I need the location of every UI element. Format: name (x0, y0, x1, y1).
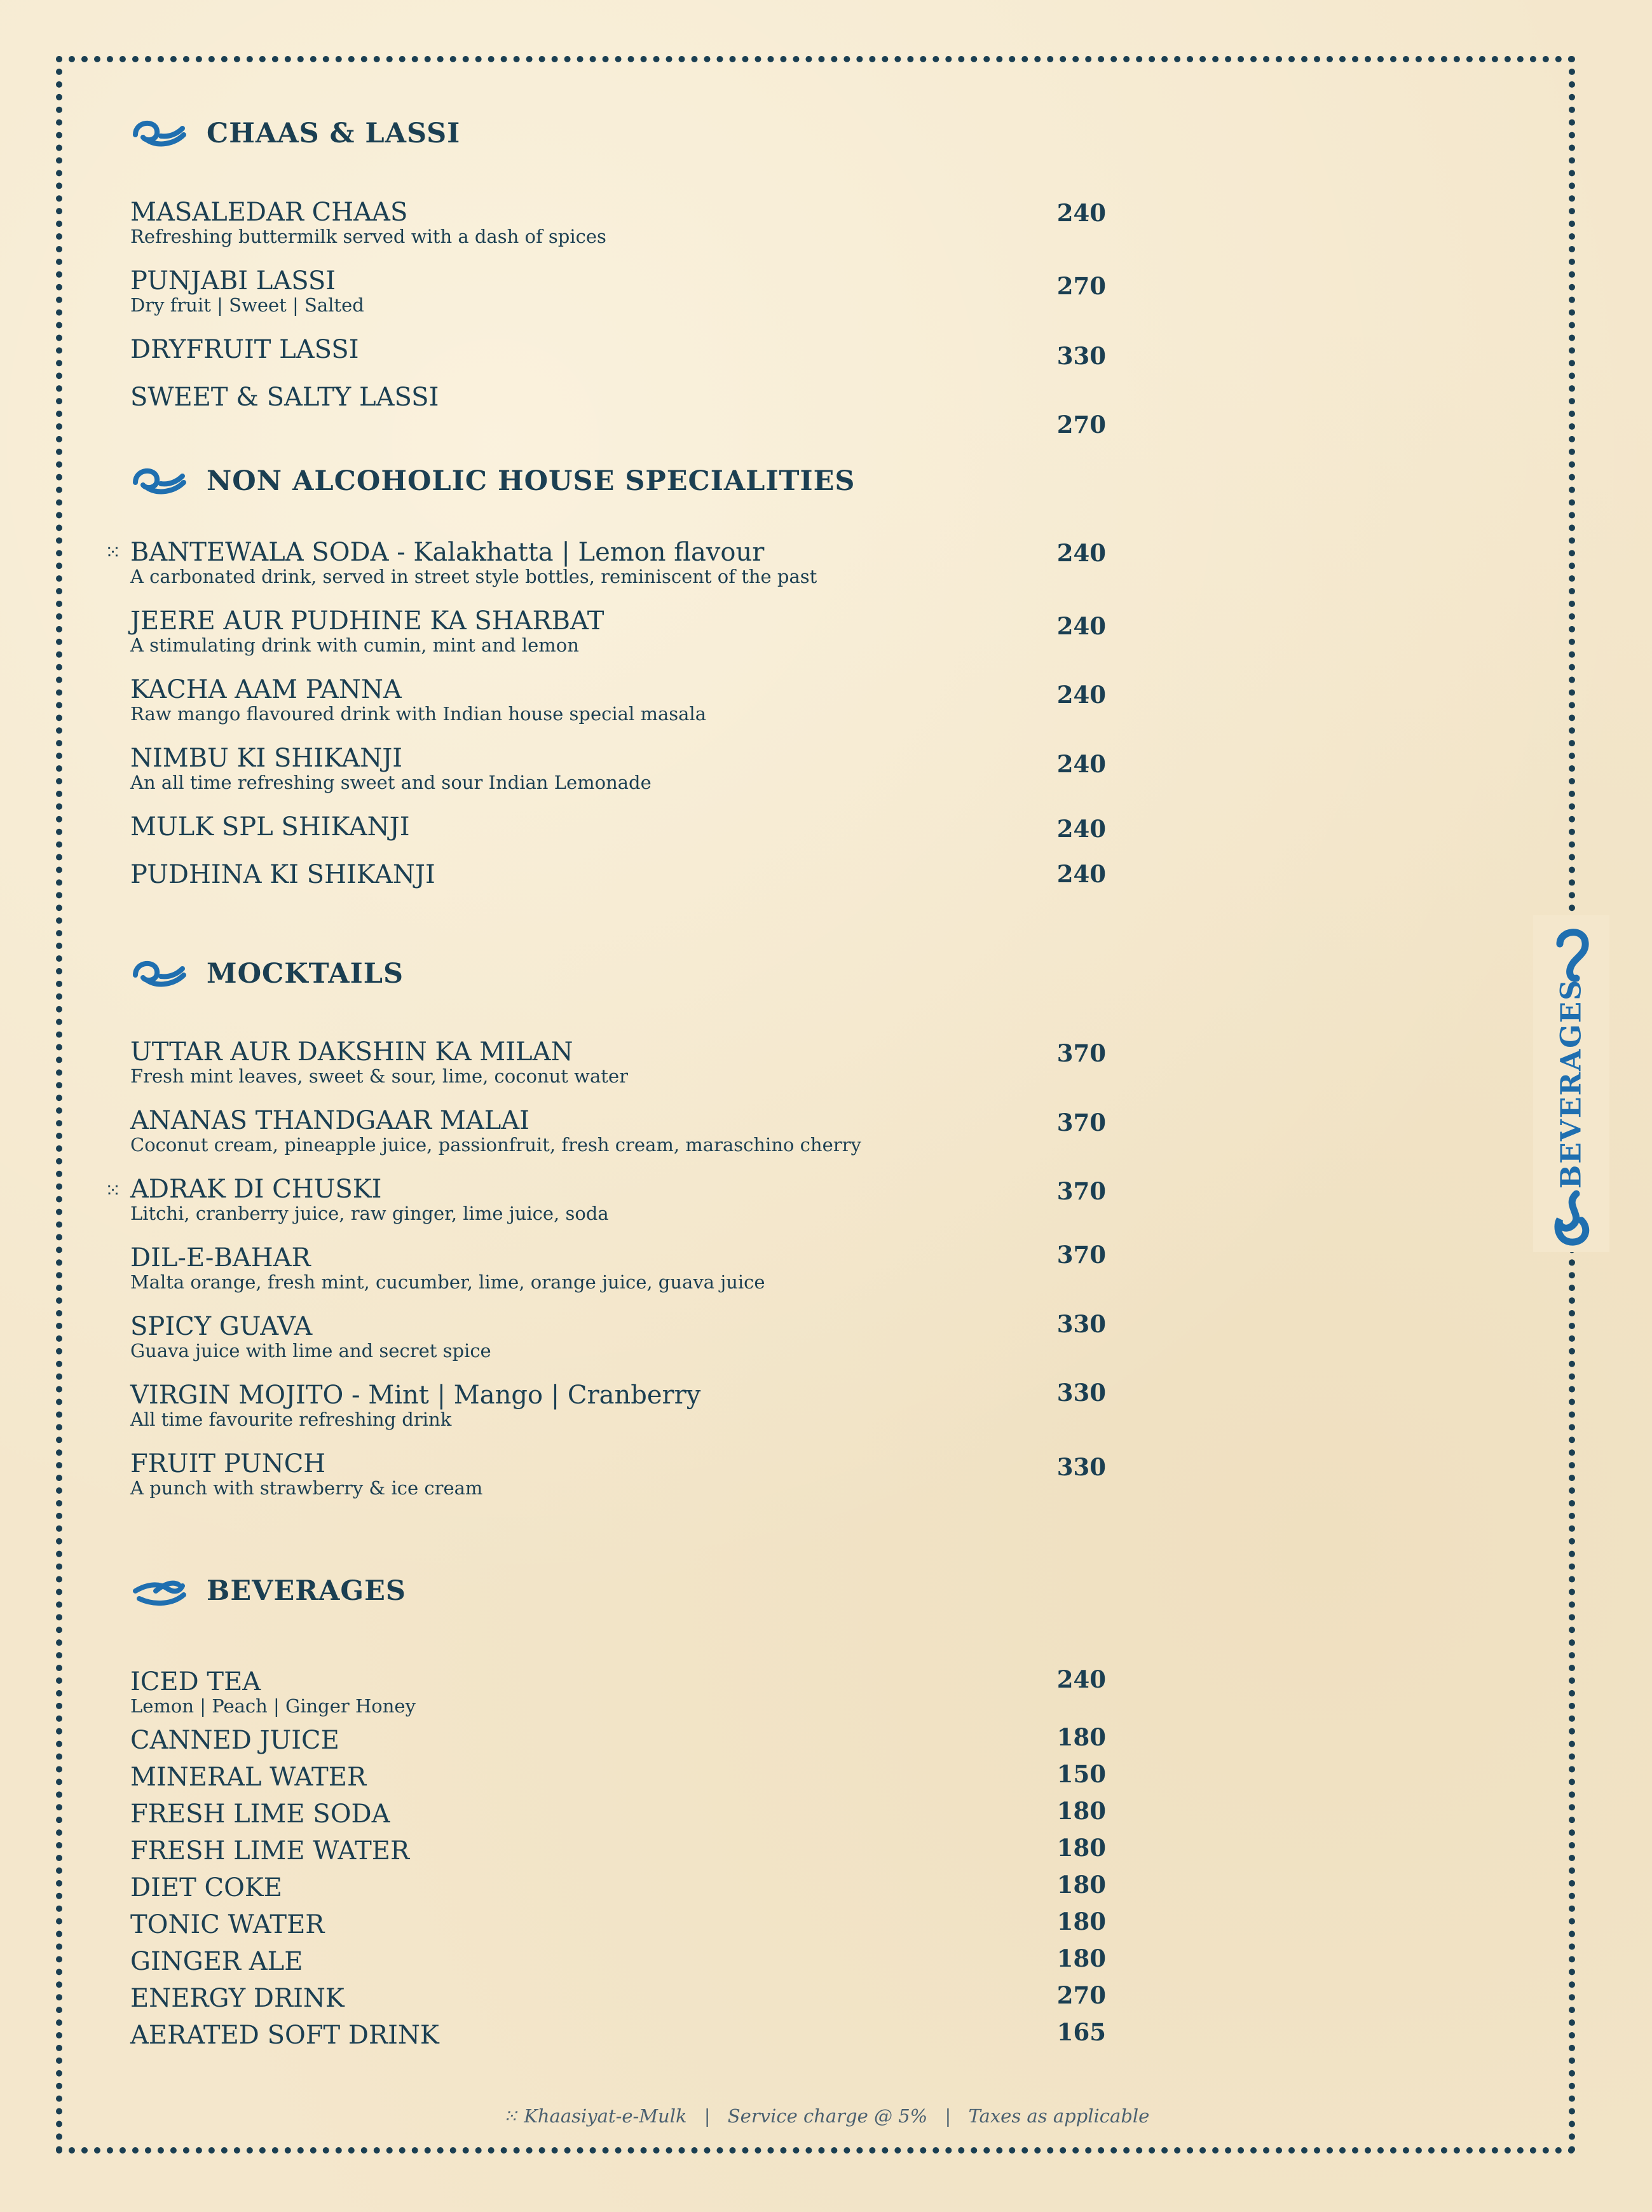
item-name: MASALEDAR CHAAS (130, 198, 408, 227)
item-name: DRYFRUIT LASSI (130, 335, 359, 364)
item-price: 180 (1056, 1723, 1106, 1751)
item-description: Raw mango flavoured drink with Indian house special masala (130, 703, 706, 725)
item-description: Guava juice with lime and secret spice (130, 1340, 491, 1362)
menu-item (130, 1107, 1109, 1155)
item-name: FRESH LIME WATER (130, 1836, 410, 1866)
swirl-icon (1551, 925, 1592, 982)
item-name: ADRAK DI CHUSKI (130, 1175, 382, 1204)
menu-item (130, 336, 1109, 364)
item-name: FRUIT PUNCH (130, 1449, 326, 1478)
item-description: Coconut cream, pineapple juice, passionfruit, fresh cream, maraschino cherry (130, 1134, 861, 1156)
menu-item (130, 1381, 1109, 1430)
item-name: MULK SPL SHIKANJI (130, 812, 410, 842)
item-description: Dry fruit | Sweet | Salted (130, 294, 364, 316)
section-title: NON ALCOHOLIC HOUSE SPECIALITIES (207, 465, 856, 497)
item-price: 370 (1056, 1039, 1106, 1067)
menu-item (130, 1244, 1109, 1292)
menu-item (130, 383, 1109, 411)
item-price: 370 (1056, 1109, 1106, 1137)
item-name: PUNJABI LASSI (130, 266, 336, 296)
side-label: BEVERAGES (1555, 979, 1588, 1189)
item-description: A stimulating drink with cumin, mint and lemon (130, 634, 579, 656)
item-name: PUDHINA KI SHIKANJI (130, 860, 435, 889)
section-heading-beverages (130, 1566, 406, 1616)
menu-item (130, 538, 1109, 587)
item-price: 270 (1056, 411, 1106, 439)
item-name: AERATED SOFT DRINK (130, 2021, 439, 2050)
item-name: FRESH LIME SODA (130, 1799, 390, 1829)
item-price: 180 (1056, 1871, 1106, 1899)
item-price: 180 (1056, 1797, 1106, 1825)
item-description: A carbonated drink, served in street style bottles, reminiscent of the past (130, 566, 817, 587)
item-description: Malta orange, fresh mint, cucumber, lime, orange juice, guava juice (130, 1271, 765, 1293)
item-price: 180 (1056, 1944, 1106, 1972)
item-price: 370 (1056, 1177, 1106, 1205)
item-price: 330 (1056, 1453, 1106, 1481)
item-name: JEERE AUR PUDHINE KA SHARBAT (130, 606, 604, 636)
item-description: Litchi, cranberry juice, raw ginger, lime juice, soda (130, 1203, 609, 1224)
item-name: BANTEWALA SODA - Kalakhatta | Lemon flavour (130, 538, 765, 567)
menu-item (130, 198, 1109, 247)
item-price: 330 (1056, 342, 1106, 370)
footer-separator: | (704, 2105, 711, 2127)
wave-icon (130, 114, 188, 153)
item-price: 180 (1056, 1834, 1106, 1862)
item-price: 240 (1056, 1665, 1106, 1693)
footer-note (0, 2105, 1652, 2127)
swirl-icon (1551, 1190, 1592, 1247)
section-heading-house-specialities (130, 456, 855, 507)
menu-item (130, 1175, 1109, 1224)
menu-item (130, 1948, 1109, 1976)
item-name: SPICY GUAVA (130, 1312, 313, 1341)
footer-taxes: Taxes as applicable (968, 2105, 1150, 2127)
menu-item (130, 1763, 1109, 1791)
menu-item (130, 744, 1109, 793)
footer-legend: Khaasiyat-e-Mulk (524, 2105, 687, 2127)
item-price: 180 (1056, 1908, 1106, 1936)
section-heading-mocktails (130, 948, 404, 999)
item-name: VIRGIN MOJITO - Mint | Mango | Cranberry (130, 1381, 701, 1410)
item-name: NIMBU KI SHIKANJI (130, 744, 403, 773)
item-description: A punch with strawberry & ice cream (130, 1477, 483, 1499)
signature-mark-icon: ⁙ (502, 2105, 518, 2127)
item-name: ENERGY DRINK (130, 1984, 345, 2013)
item-price: 240 (1056, 815, 1106, 843)
item-price: 270 (1056, 1981, 1106, 2009)
item-name: DIL-E-BAHAR (130, 1243, 311, 1273)
menu-item (130, 1984, 1109, 2012)
menu-item (130, 1911, 1109, 1939)
item-price: 240 (1056, 539, 1106, 567)
item-name: KACHA AAM PANNA (130, 675, 402, 704)
item-price: 370 (1056, 1241, 1106, 1269)
item-price: 240 (1056, 612, 1106, 640)
item-price: 240 (1056, 681, 1106, 709)
menu-item (130, 1874, 1109, 1902)
menu-item (130, 1313, 1109, 1361)
signature-mark-icon: ⁙ (105, 542, 121, 564)
menu-item (130, 1726, 1109, 1754)
item-price: 330 (1056, 1379, 1106, 1407)
wave-icon (130, 462, 188, 500)
footer-separator: | (945, 2105, 952, 2127)
section-heading-chaas-lassi (130, 108, 460, 159)
menu-item (130, 2021, 1109, 2049)
item-name: UTTAR AUR DAKSHIN KA MILAN (130, 1037, 573, 1067)
section-title: CHAAS & LASSI (207, 118, 461, 149)
item-description: An all time refreshing sweet and sour Indian Lemonade (130, 772, 652, 793)
footer-service-charge: Service charge @ 5% (727, 2105, 928, 2127)
item-price: 240 (1056, 199, 1106, 227)
item-description: Fresh mint leaves, sweet & sour, lime, coconut water (130, 1065, 628, 1087)
section-title: MOCKTAILS (207, 958, 404, 990)
item-name: ANANAS THANDGAAR MALAI (130, 1106, 529, 1135)
menu-item (130, 1038, 1109, 1086)
item-description: All time favourite refreshing drink (130, 1409, 452, 1430)
wave-icon (130, 1572, 188, 1610)
menu-item (130, 1668, 1109, 1716)
menu-item (130, 1800, 1109, 1828)
item-name: MINERAL WATER (130, 1763, 367, 1792)
item-price: 165 (1056, 2018, 1106, 2046)
item-name: ICED TEA (130, 1667, 261, 1697)
item-price: 240 (1056, 750, 1106, 778)
menu-item (130, 1450, 1109, 1498)
menu-item (130, 676, 1109, 724)
wave-icon (130, 955, 188, 993)
signature-mark-icon: ⁙ (105, 1180, 121, 1202)
item-description: Lemon | Peach | Ginger Honey (130, 1695, 416, 1717)
menu-item (130, 1837, 1109, 1865)
item-price: 240 (1056, 860, 1106, 888)
item-name: DIET COKE (130, 1873, 282, 1902)
menu-item (130, 607, 1109, 655)
item-name: TONIC WATER (130, 1910, 325, 1939)
item-price: 270 (1056, 272, 1106, 300)
menu-item (130, 861, 1109, 889)
item-description: Refreshing buttermilk served with a dash of spices (130, 226, 606, 247)
item-price: 150 (1056, 1760, 1106, 1788)
section-title: BEVERAGES (207, 1575, 406, 1607)
item-price: 330 (1056, 1310, 1106, 1338)
menu-item (130, 267, 1109, 315)
item-name: CANNED JUICE (130, 1726, 339, 1755)
menu-item (130, 813, 1109, 841)
item-name: GINGER ALE (130, 1947, 303, 1976)
item-name: SWEET & SALTY LASSI (130, 383, 439, 412)
